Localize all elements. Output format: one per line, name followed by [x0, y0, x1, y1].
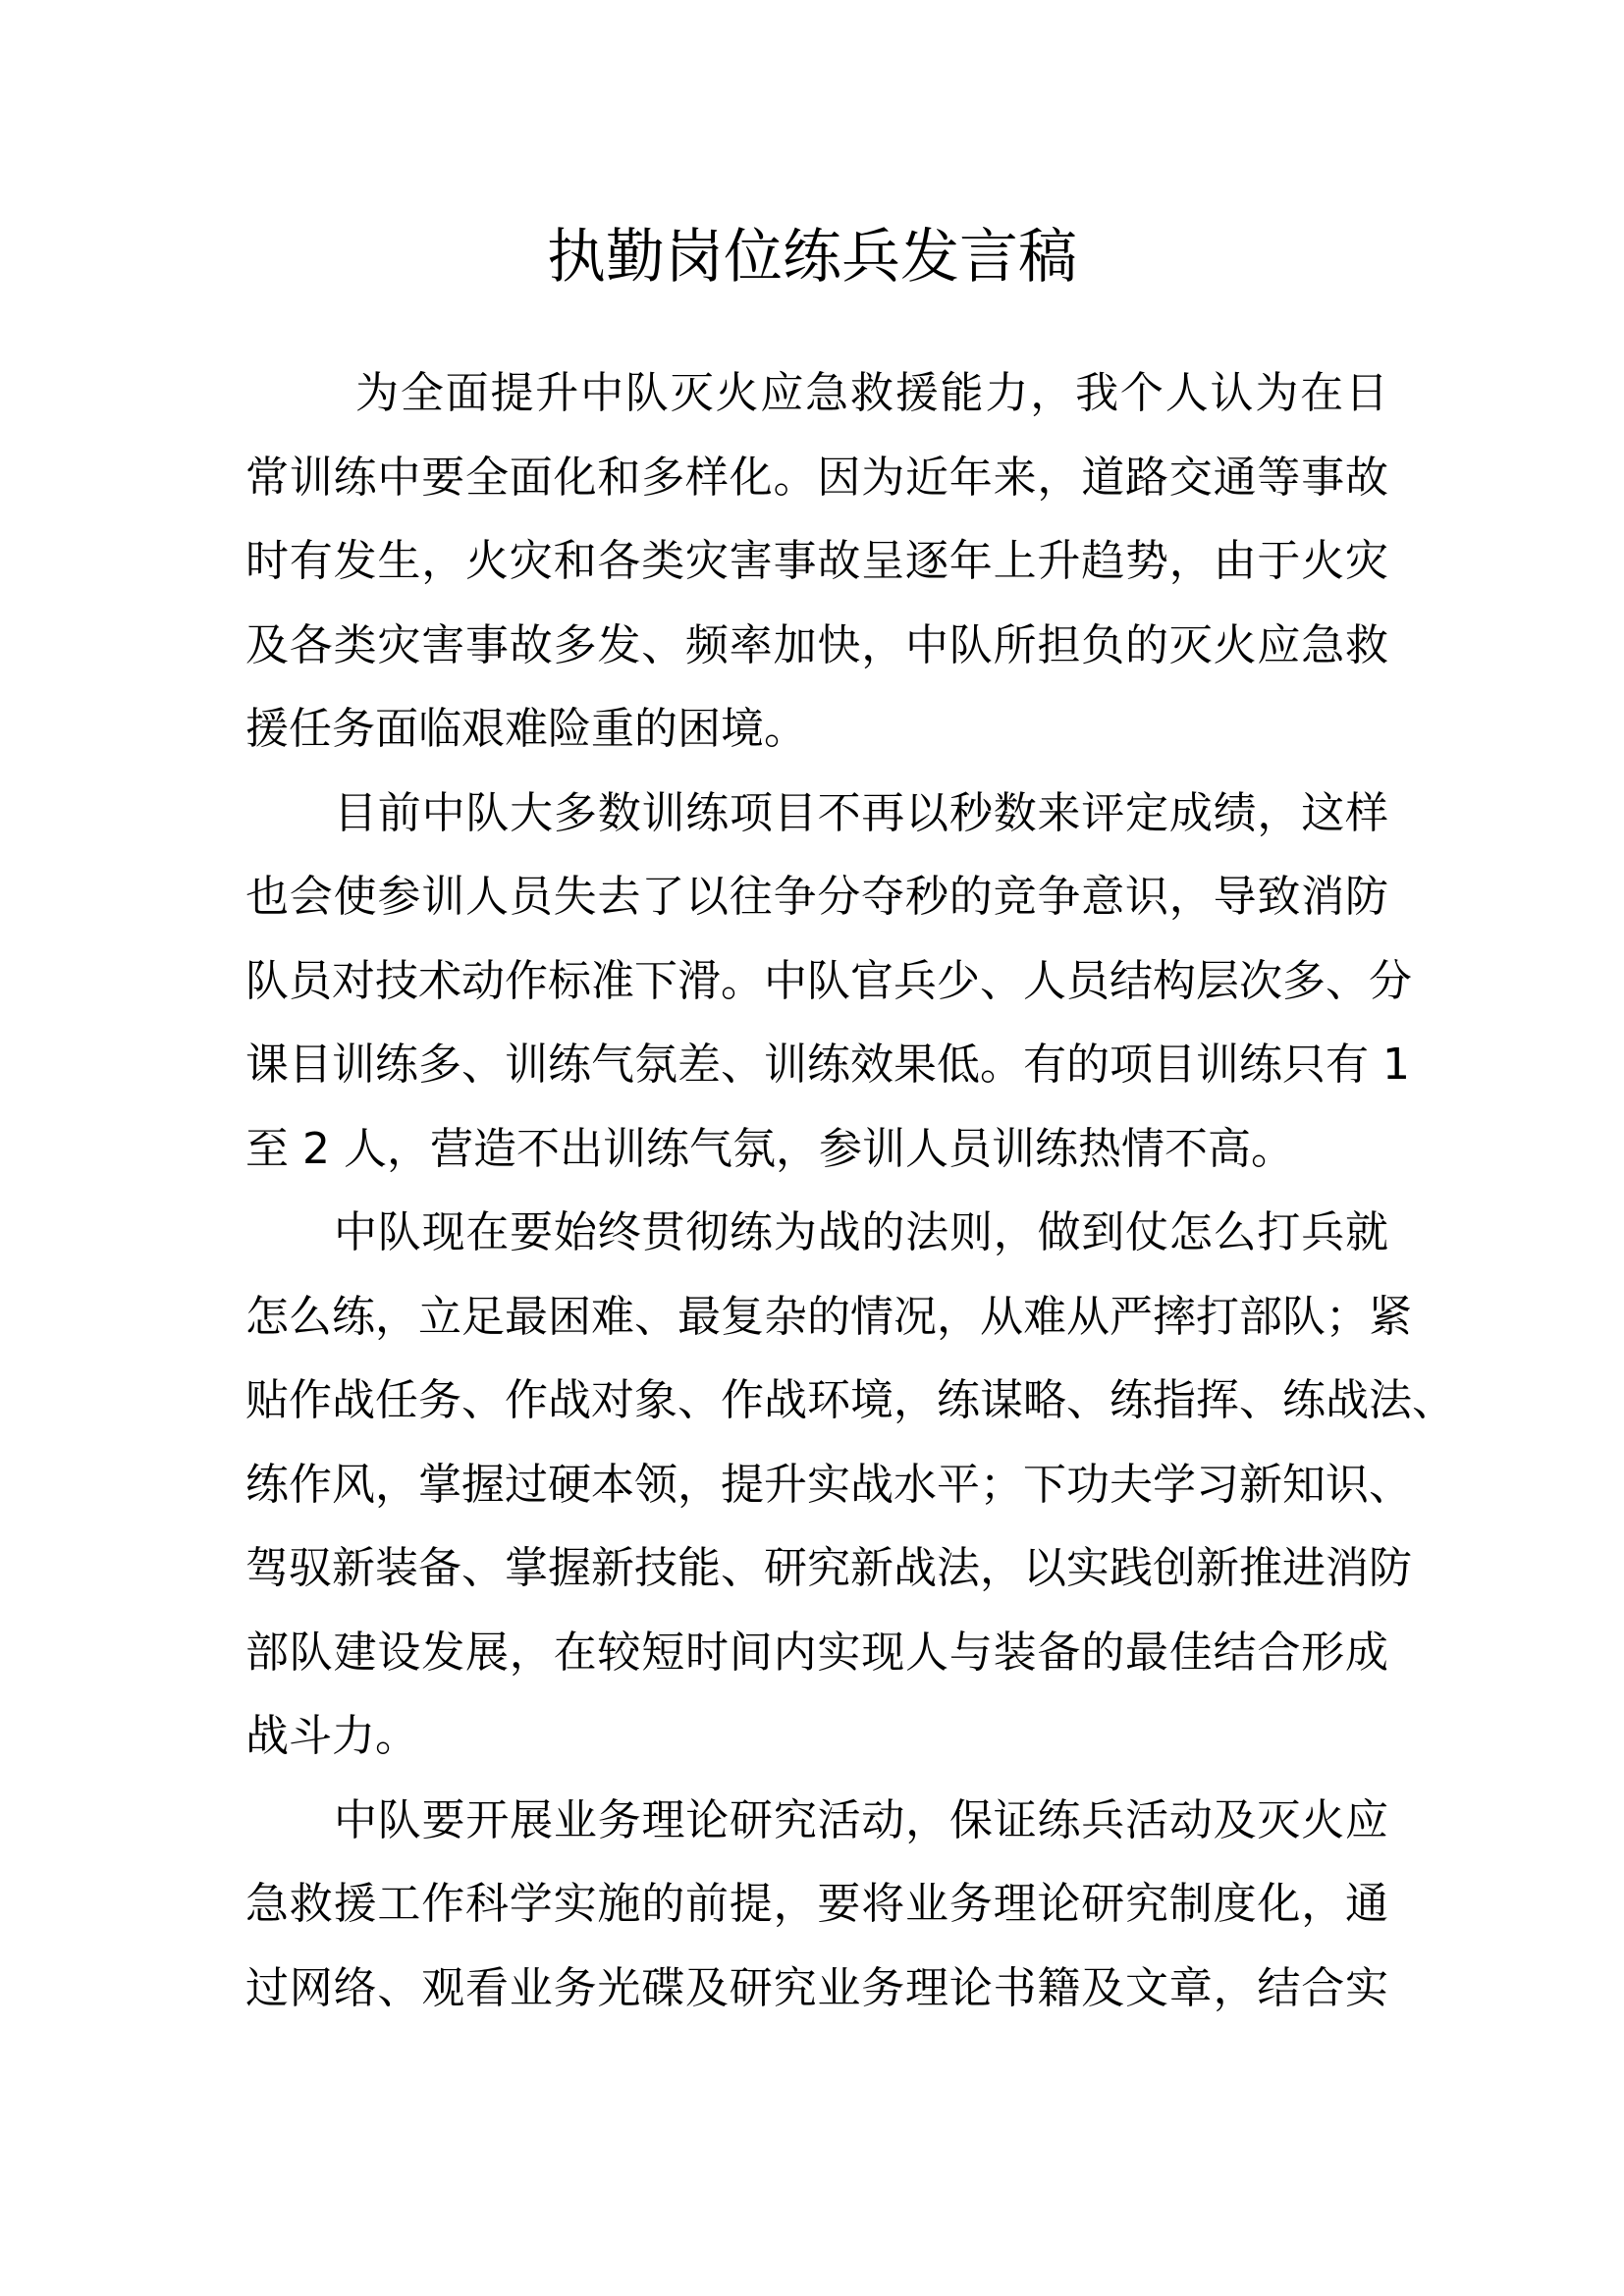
text-line: 及各类灾害事故多发、频率加快，中队所担负的灭火应急救 — [245, 619, 1388, 670]
text-line: 驾驭新装备、掌握新技能、研究新战法，以实践创新推进消防 — [245, 1543, 1412, 1593]
text-line: 援任务面临艰难险重的困境。 — [245, 704, 807, 754]
text-line: 队员对技术动作标准下滑。中队官兵少、人员结构层次多、分 — [245, 955, 1412, 1006]
text-line: 中队现在要始终贯彻练为战的法则，做到仗怎么打兵就 — [334, 1207, 1388, 1257]
text-line: 为全面提升中队灭火应急救援能力，我个人认为在日 — [355, 368, 1388, 418]
document-body — [245, 351, 1455, 2030]
text-line: 中队要开展业务理论研究活动，保证练兵活动及灭火应 — [334, 1794, 1388, 1845]
text-line: 时有发生，火灾和各类灾害事故呈逐年上升趋势，由于火灾 — [245, 536, 1388, 586]
text-line: 课目训练多、训练气氛差、训练效果低。有的项目训练只有 1 — [245, 1040, 1410, 1090]
text-line: 怎么练，立足最困难、最复杂的情况，从难从严摔打部队；紧 — [245, 1291, 1412, 1342]
document-title: 执勤岗位练兵发言稿 — [547, 223, 1077, 292]
text-line: 也会使参训人员失去了以往争分夺秒的竞争意识，导致消防 — [245, 872, 1388, 922]
text-line: 战斗力。 — [245, 1711, 418, 1761]
text-line: 练作风，掌握过硬本领，提升实战水平；下功夫学习新知识、 — [245, 1459, 1412, 1510]
text-line: 贴作战任务、作战对象、作战环境，练谋略、练指挥、练战法、 — [245, 1375, 1455, 1425]
text-line: 过网络、观看业务光碟及研究业务理论书籍及文章，结合实 — [245, 1962, 1388, 2013]
text-line: 急救援工作科学实施的前提，要将业务理论研究制度化，通 — [245, 1879, 1388, 1929]
text-line: 目前中队大多数训练项目不再以秒数来评定成绩，这样 — [334, 787, 1388, 838]
text-line: 部队建设发展，在较短时间内实现人与装备的最佳结合形成 — [245, 1627, 1388, 1678]
text-line: 至 2 人，营造不出训练气氛，参训人员训练热情不高。 — [245, 1123, 1294, 1174]
text-line: 常训练中要全面化和多样化。因为近年来，道路交通等事故 — [245, 452, 1388, 503]
